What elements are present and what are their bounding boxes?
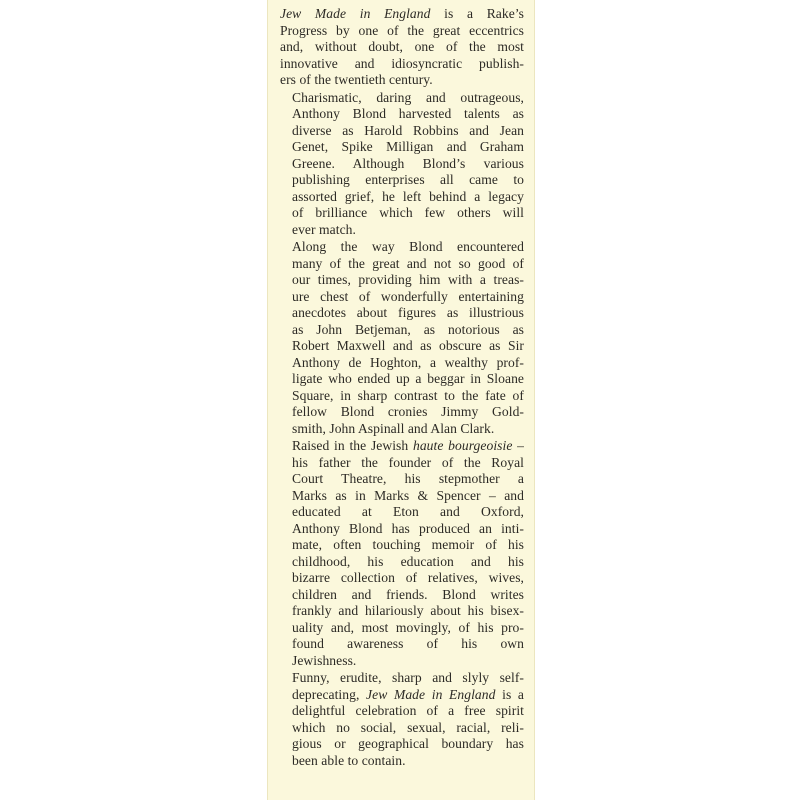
text-run: gious or geographical boundary has (292, 736, 524, 751)
text-line (280, 56, 524, 73)
text-line (280, 687, 524, 704)
italic-text: Jew Made in England (280, 6, 431, 21)
text-line (280, 72, 524, 89)
text-run: Raised in the Jewish (292, 438, 413, 453)
text-line (280, 720, 524, 737)
paragraph (280, 438, 524, 669)
text-run: of brilliance which few others will (292, 205, 524, 220)
text-run: uality and, most movingly, of his pro- (292, 619, 524, 635)
text-line (280, 205, 524, 222)
text-line (280, 222, 524, 239)
text-line (280, 653, 524, 670)
text-line (280, 636, 524, 653)
blurb-text (280, 6, 524, 769)
italic-text: haute bourgeoisie (412, 438, 513, 453)
text-line (280, 6, 524, 23)
text-line (280, 39, 524, 56)
text-line (280, 471, 524, 488)
text-run: Progress by one of the great eccentrics (280, 22, 524, 38)
paragraph (280, 239, 524, 437)
text-run: which no social, sexual, racial, reli- (292, 719, 524, 735)
text-run: Funny, erudite, sharp and slyly self- (292, 670, 524, 685)
text-line (280, 106, 524, 123)
text-run: found awareness of his own (292, 636, 524, 651)
text-line (280, 537, 524, 554)
text-run: Charismatic, daring and outrageous, (292, 89, 524, 105)
text-run: ure chest of wonderfully entertaining (292, 288, 524, 304)
text-run: ligate who ended up a beggar in Sloane (292, 371, 524, 386)
text-line (280, 156, 524, 173)
text-run: Marks as in Marks & Spencer – and (292, 487, 524, 503)
text-line (280, 504, 524, 521)
text-run: childhood, his education and his (292, 553, 524, 569)
text-line (280, 603, 524, 620)
text-line (280, 123, 524, 140)
text-run: delightful celebration of a free spirit (292, 703, 524, 718)
italic-text: Jew Made in England (366, 686, 496, 702)
text-line (280, 256, 524, 273)
paragraph (280, 6, 524, 89)
text-line (280, 736, 524, 753)
text-run: diverse as Harold Robbins and Jean (292, 122, 524, 138)
text-run: mate, often touching memoir of his (292, 537, 524, 552)
text-run: assorted grief, he left behind a legacy (292, 188, 524, 204)
text-run: is a (495, 686, 525, 702)
text-run: publishing enterprises all came to (292, 172, 524, 187)
text-run: Along the way Blond encountered (292, 239, 524, 254)
text-line (280, 388, 524, 405)
text-line (280, 23, 524, 40)
text-line (280, 620, 524, 637)
text-run: smith, John Aspinall and Alan Clark. (292, 420, 495, 436)
text-line (280, 355, 524, 372)
text-run: as John Betjeman, as notorious as (292, 321, 524, 337)
text-run: fellow Blond cronies Jimmy Gold- (292, 404, 524, 419)
text-line (280, 753, 524, 770)
text-line (280, 322, 524, 339)
text-run: Square, in sharp contrast to the fate of (292, 387, 524, 403)
text-run: ever match. (292, 221, 356, 237)
text-line (280, 289, 524, 306)
text-run: many of the great and not so good of (292, 255, 524, 271)
text-run: children and friends. Blond writes (292, 586, 524, 602)
text-run: ers of the twentieth century. (280, 72, 433, 87)
text-line (280, 239, 524, 256)
text-line (280, 338, 524, 355)
text-line (280, 521, 524, 538)
text-run: frankly and hilariously about his bisex- (292, 603, 524, 618)
text-run: bizarre collection of relatives, wives, (292, 570, 524, 585)
text-line (280, 670, 524, 687)
text-run: anecdotes about figures as illustrious (292, 305, 524, 320)
text-run: Jewishness. (292, 652, 357, 668)
text-run: and, without doubt, one of the most (280, 39, 524, 54)
text-line (280, 404, 524, 421)
text-run: innovative and idiosyncratic publish- (280, 55, 524, 71)
text-line (280, 488, 524, 505)
text-line (280, 90, 524, 107)
text-line (280, 570, 524, 587)
paragraph (280, 670, 524, 769)
text-run: his father the founder of the Royal (292, 454, 524, 470)
text-line (280, 139, 524, 156)
text-run: is a Rake’s (430, 6, 524, 21)
text-line (280, 554, 524, 571)
text-run: Genet, Spike Milligan and Graham (292, 139, 524, 154)
text-line (280, 455, 524, 472)
text-run: Robert Maxwell and as obscure as Sir (292, 338, 524, 353)
text-line (280, 371, 524, 388)
text-run: Anthony de Hoghton, a wealthy prof- (292, 354, 524, 370)
text-run: deprecating, (292, 686, 367, 702)
text-line (280, 438, 524, 455)
text-line (280, 172, 524, 189)
text-run: Greene. Although Blond’s various (292, 155, 524, 171)
paragraph (280, 90, 524, 239)
text-run: Anthony Blond harvested talents as (292, 106, 524, 121)
text-run: our times, providing him with a treas- (292, 272, 524, 287)
text-line (280, 421, 524, 438)
text-line (280, 272, 524, 289)
text-line (280, 189, 524, 206)
text-line (280, 703, 524, 720)
text-run: educated at Eton and Oxford, (292, 504, 524, 519)
text-run: been able to contain. (292, 752, 406, 768)
text-run: – (512, 438, 524, 453)
text-run: Court Theatre, his stepmother a (292, 471, 524, 486)
text-run: Anthony Blond has produced an inti- (292, 520, 524, 536)
text-line (280, 587, 524, 604)
text-line (280, 305, 524, 322)
